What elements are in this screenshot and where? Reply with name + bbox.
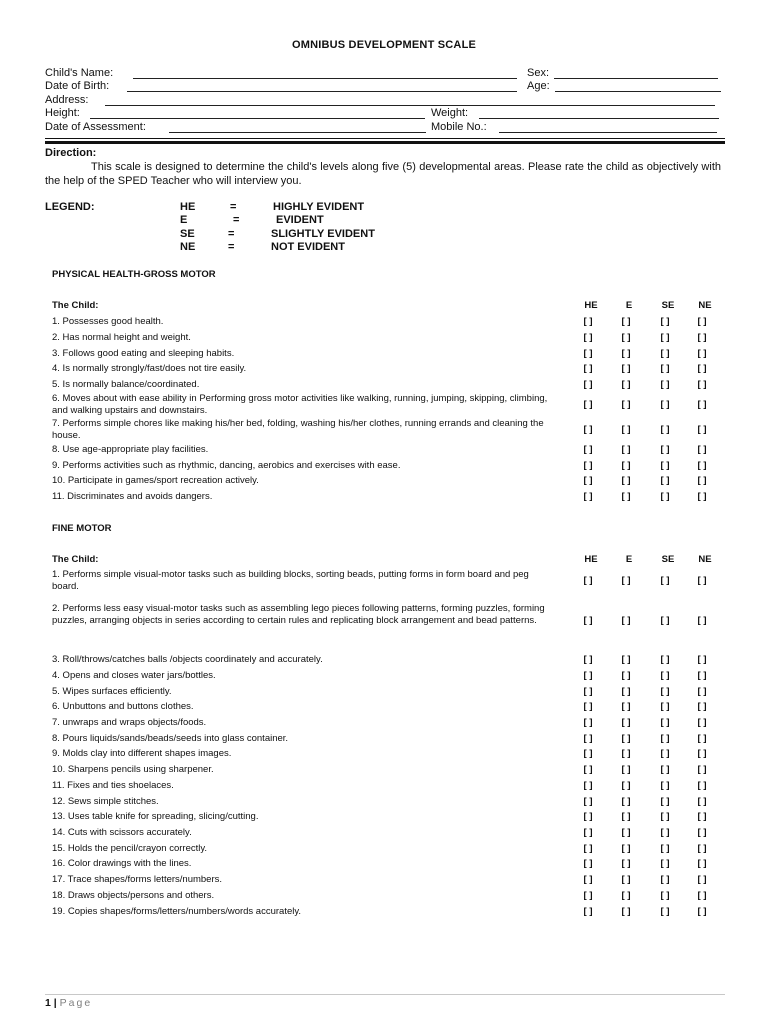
- rating-checkbox-ne[interactable]: [ ]: [697, 444, 707, 455]
- list-item: 12. Sews simple stitches.: [52, 796, 159, 807]
- page-separator: |: [53, 997, 57, 1009]
- col-header-ne: NE: [698, 300, 712, 311]
- rating-checkbox-he[interactable]: [ ]: [583, 764, 593, 775]
- rating-checkbox-ne[interactable]: [ ]: [697, 686, 707, 697]
- list-item: 10. Participate in games/sport recreation actively.: [52, 475, 259, 486]
- rating-checkbox-ne[interactable]: [ ]: [697, 906, 707, 917]
- rating-checkbox-ne[interactable]: [ ]: [697, 575, 707, 586]
- legend-meaning: EVIDENT: [276, 214, 324, 226]
- list-item: 6. Moves about with ease ability in Performing gross motor activities like walking, running, jumping, skipping, climbing, and walking upstairs and downstairs.: [52, 393, 548, 416]
- col-header-he: HE: [584, 554, 598, 565]
- rating-checkbox-ne[interactable]: [ ]: [697, 424, 707, 435]
- rating-checkbox-e[interactable]: [ ]: [621, 670, 631, 681]
- direction-heading: Direction:: [45, 147, 97, 159]
- rating-checkbox-he[interactable]: [ ]: [583, 424, 593, 435]
- field-row-assessment-mobile: [45, 121, 725, 134]
- legend-code: SE: [180, 228, 195, 240]
- rating-checkbox-ne[interactable]: [ ]: [697, 615, 707, 626]
- list-item: 11. Discriminates and avoids dangers.: [52, 491, 213, 502]
- rating-checkbox-se[interactable]: [ ]: [660, 874, 670, 885]
- legend-row-he: [180, 201, 480, 214]
- rating-checkbox-he[interactable]: [ ]: [583, 827, 593, 838]
- rating-checkbox-se[interactable]: [ ]: [660, 348, 670, 359]
- rating-checkbox-se[interactable]: [ ]: [660, 363, 670, 374]
- section-heading-gross-motor: PHYSICAL HEALTH-GROSS MOTOR: [52, 269, 216, 280]
- rating-checkbox-he[interactable]: [ ]: [583, 475, 593, 486]
- col-header-he: HE: [584, 300, 598, 311]
- rating-checkbox-e[interactable]: [ ]: [621, 615, 631, 626]
- rating-checkbox-he[interactable]: [ ]: [583, 874, 593, 885]
- legend-row-ne: [180, 241, 480, 254]
- rating-checkbox-he[interactable]: [ ]: [583, 363, 593, 374]
- rating-checkbox-se[interactable]: [ ]: [660, 780, 670, 791]
- sex-label: Sex:: [527, 67, 550, 79]
- list-item: 15. Holds the pencil/crayon correctly.: [52, 843, 208, 854]
- rating-checkbox-e[interactable]: [ ]: [621, 475, 631, 486]
- address-label: Address:: [45, 94, 89, 106]
- rating-checkbox-ne[interactable]: [ ]: [697, 827, 707, 838]
- rating-checkbox-ne[interactable]: [ ]: [697, 654, 707, 665]
- col-header-se: SE: [661, 554, 675, 565]
- rating-checkbox-se[interactable]: [ ]: [660, 670, 670, 681]
- rating-checkbox-he[interactable]: [ ]: [583, 615, 593, 626]
- rating-checkbox-ne[interactable]: [ ]: [697, 764, 707, 775]
- list-item: 5. Is normally balance/coordinated.: [52, 379, 200, 390]
- rating-checkbox-se[interactable]: [ ]: [660, 827, 670, 838]
- rating-checkbox-e[interactable]: [ ]: [621, 379, 631, 390]
- rating-checkbox-e[interactable]: [ ]: [621, 332, 631, 343]
- childs-name-line[interactable]: [133, 78, 517, 79]
- rating-checkbox-e[interactable]: [ ]: [621, 827, 631, 838]
- rating-checkbox-se[interactable]: [ ]: [660, 764, 670, 775]
- legend-equals: =: [228, 228, 235, 240]
- rating-checkbox-e[interactable]: [ ]: [621, 575, 631, 586]
- rating-checkbox-se[interactable]: [ ]: [660, 858, 670, 869]
- rating-checkbox-se[interactable]: [ ]: [660, 843, 670, 854]
- rating-checkbox-e[interactable]: [ ]: [621, 811, 631, 822]
- field-row-address: [45, 94, 725, 107]
- rating-checkbox-he[interactable]: [ ]: [583, 332, 593, 343]
- rating-checkbox-e[interactable]: [ ]: [621, 701, 631, 712]
- rating-checkbox-se[interactable]: [ ]: [660, 717, 670, 728]
- rating-checkbox-he[interactable]: [ ]: [583, 399, 593, 410]
- legend-row-e: [180, 214, 480, 227]
- height-label: Height:: [45, 107, 80, 119]
- field-row-height-weight: [45, 107, 725, 120]
- date-assessment-label: Date of Assessment:: [45, 121, 146, 133]
- rating-checkbox-e[interactable]: [ ]: [621, 890, 631, 901]
- page-number: 1: [45, 997, 51, 1009]
- rating-checkbox-he[interactable]: [ ]: [583, 491, 593, 502]
- legend-code: NE: [180, 241, 196, 253]
- rating-checkbox-e[interactable]: [ ]: [621, 316, 631, 327]
- col-header-se: SE: [661, 300, 675, 311]
- list-item: 5. Wipes surfaces efficiently.: [52, 686, 172, 697]
- rating-checkbox-e[interactable]: [ ]: [621, 858, 631, 869]
- rating-checkbox-he[interactable]: [ ]: [583, 858, 593, 869]
- list-item: 2. Performs less easy visual-motor tasks such as assembling lego pieces following patterns, forming puzzles, forming puzzles, arranging objects in series according to certain rules and replicating block arrangement and bead patterns.: [52, 603, 545, 626]
- rating-checkbox-ne[interactable]: [ ]: [697, 796, 707, 807]
- rating-checkbox-se[interactable]: [ ]: [660, 379, 670, 390]
- sex-line[interactable]: [554, 78, 718, 79]
- rating-checkbox-e[interactable]: [ ]: [621, 733, 631, 744]
- rating-checkbox-e[interactable]: [ ]: [621, 654, 631, 665]
- rating-checkbox-he[interactable]: [ ]: [583, 811, 593, 822]
- rating-checkbox-se[interactable]: [ ]: [660, 701, 670, 712]
- rating-checkbox-ne[interactable]: [ ]: [697, 332, 707, 343]
- section-heading-fine-motor: FINE MOTOR: [52, 523, 112, 534]
- rating-checkbox-se[interactable]: [ ]: [660, 491, 670, 502]
- rating-checkbox-he[interactable]: [ ]: [583, 686, 593, 697]
- list-item: 1. Performs simple visual-motor tasks such as building blocks, sorting beads, putting forms in form board and peg board.: [52, 569, 529, 592]
- rating-checkbox-se[interactable]: [ ]: [660, 424, 670, 435]
- rating-checkbox-he[interactable]: [ ]: [583, 906, 593, 917]
- rating-checkbox-e[interactable]: [ ]: [621, 399, 631, 410]
- rating-checkbox-ne[interactable]: [ ]: [697, 843, 707, 854]
- rating-checkbox-se[interactable]: [ ]: [660, 796, 670, 807]
- rating-checkbox-se[interactable]: [ ]: [660, 890, 670, 901]
- child-label: The Child:: [52, 554, 99, 565]
- legend-equals: =: [233, 214, 240, 226]
- date-assessment-line[interactable]: [169, 132, 426, 133]
- list-item: 14. Cuts with scissors accurately.: [52, 827, 192, 838]
- rating-checkbox-he[interactable]: [ ]: [583, 444, 593, 455]
- child-label: The Child:: [52, 300, 99, 311]
- rating-checkbox-ne[interactable]: [ ]: [697, 874, 707, 885]
- list-item: 7. Performs simple chores like making his/her bed, folding, washing his/her clothes, running errands and cleaning the house.: [52, 418, 544, 441]
- rating-checkbox-ne[interactable]: [ ]: [697, 491, 707, 502]
- rating-checkbox-e[interactable]: [ ]: [621, 424, 631, 435]
- rating-checkbox-ne[interactable]: [ ]: [697, 363, 707, 374]
- rating-checkbox-se[interactable]: [ ]: [660, 686, 670, 697]
- rating-checkbox-he[interactable]: [ ]: [583, 733, 593, 744]
- rating-checkbox-he[interactable]: [ ]: [583, 748, 593, 759]
- rating-checkbox-ne[interactable]: [ ]: [697, 399, 707, 410]
- list-item: 18. Draws objects/persons and others.: [52, 890, 215, 901]
- rating-checkbox-ne[interactable]: [ ]: [697, 460, 707, 471]
- age-label: Age:: [527, 80, 550, 92]
- field-row-name-sex: [45, 67, 725, 80]
- rating-checkbox-se[interactable]: [ ]: [660, 444, 670, 455]
- rating-checkbox-e[interactable]: [ ]: [621, 874, 631, 885]
- rating-checkbox-se[interactable]: [ ]: [660, 733, 670, 744]
- list-item: 3. Follows good eating and sleeping habits.: [52, 348, 235, 359]
- rating-checkbox-se[interactable]: [ ]: [660, 748, 670, 759]
- rating-checkbox-he[interactable]: [ ]: [583, 780, 593, 791]
- rating-checkbox-e[interactable]: [ ]: [621, 491, 631, 502]
- rating-checkbox-he[interactable]: [ ]: [583, 701, 593, 712]
- rating-checkbox-se[interactable]: [ ]: [660, 615, 670, 626]
- rating-checkbox-se[interactable]: [ ]: [660, 811, 670, 822]
- list-item: 8. Pours liquids/sands/beads/seeds into glass container.: [52, 733, 289, 744]
- rating-checkbox-ne[interactable]: [ ]: [697, 890, 707, 901]
- rating-checkbox-se[interactable]: [ ]: [660, 575, 670, 586]
- rating-checkbox-e[interactable]: [ ]: [621, 780, 631, 791]
- childs-name-label: Child's Name:: [45, 67, 114, 79]
- list-item: 17. Trace shapes/forms letters/numbers.: [52, 874, 223, 885]
- list-item: 10. Sharpens pencils using sharpener.: [52, 764, 214, 775]
- divider-thick: [45, 141, 725, 144]
- col-header-e: E: [625, 300, 633, 311]
- mobile-line[interactable]: [499, 132, 717, 133]
- height-line[interactable]: [90, 118, 425, 119]
- legend-meaning: HIGHLY EVIDENT: [273, 201, 365, 213]
- rating-checkbox-e[interactable]: [ ]: [621, 796, 631, 807]
- rating-checkbox-e[interactable]: [ ]: [621, 460, 631, 471]
- list-item: 4. Is normally strongly/fast/does not tire easily.: [52, 363, 247, 374]
- rating-checkbox-se[interactable]: [ ]: [660, 906, 670, 917]
- rating-checkbox-he[interactable]: [ ]: [583, 670, 593, 681]
- page-label: Page: [59, 997, 93, 1009]
- rating-checkbox-se[interactable]: [ ]: [660, 332, 670, 343]
- age-line[interactable]: [555, 91, 721, 92]
- dob-label: Date of Birth:: [45, 80, 110, 92]
- rating-checkbox-ne[interactable]: [ ]: [697, 475, 707, 486]
- list-item: 3. Roll/throws/catches balls /objects coordinately and accurately.: [52, 654, 323, 665]
- col-header-e: E: [625, 554, 633, 565]
- rating-checkbox-se[interactable]: [ ]: [660, 399, 670, 410]
- rating-checkbox-e[interactable]: [ ]: [621, 748, 631, 759]
- rating-checkbox-he[interactable]: [ ]: [583, 717, 593, 728]
- rating-checkbox-se[interactable]: [ ]: [660, 460, 670, 471]
- field-row-dob-age: [45, 80, 725, 93]
- rating-checkbox-ne[interactable]: [ ]: [697, 316, 707, 327]
- rating-checkbox-he[interactable]: [ ]: [583, 379, 593, 390]
- col-header-ne: NE: [698, 554, 712, 565]
- rating-checkbox-he[interactable]: [ ]: [583, 460, 593, 471]
- rating-checkbox-e[interactable]: [ ]: [621, 906, 631, 917]
- rating-checkbox-he[interactable]: [ ]: [583, 575, 593, 586]
- rating-checkbox-ne[interactable]: [ ]: [697, 379, 707, 390]
- direction-text: [45, 161, 721, 188]
- rating-checkbox-e[interactable]: [ ]: [621, 444, 631, 455]
- divider-thin: [45, 138, 725, 139]
- legend-heading: LEGEND:: [45, 201, 95, 213]
- direction-body: This scale is designed to determine the child's levels along five (5) developmental areas. Please rate the child as objectively with the help of the SPED Teacher who will interview you.: [45, 161, 721, 187]
- page-footer: [45, 997, 92, 1009]
- list-item: 2. Has normal height and weight.: [52, 332, 191, 343]
- legend-meaning: NOT EVIDENT: [271, 241, 345, 253]
- rating-checkbox-e[interactable]: [ ]: [621, 348, 631, 359]
- rating-checkbox-se[interactable]: [ ]: [660, 316, 670, 327]
- list-item: 16. Color drawings with the lines.: [52, 858, 192, 869]
- legend-meaning: SLIGHTLY EVIDENT: [271, 228, 375, 240]
- list-item: 7. unwraps and wraps objects/foods.: [52, 717, 207, 728]
- list-item: 9. Molds clay into different shapes images.: [52, 748, 232, 759]
- legend-code: HE: [180, 201, 196, 213]
- rating-checkbox-ne[interactable]: [ ]: [697, 701, 707, 712]
- document-title: OMNIBUS DEVELOPMENT SCALE: [291, 39, 477, 51]
- weight-line[interactable]: [479, 118, 719, 119]
- rating-checkbox-ne[interactable]: [ ]: [697, 348, 707, 359]
- legend-equals: =: [228, 241, 235, 253]
- rating-checkbox-he[interactable]: [ ]: [583, 348, 593, 359]
- list-item: 4. Opens and closes water jars/bottles.: [52, 670, 216, 681]
- list-item: 9. Performs activities such as rhythmic, dancing, aerobics and exercises with ease.: [52, 460, 401, 471]
- rating-checkbox-e[interactable]: [ ]: [621, 363, 631, 374]
- list-item: 6. Unbuttons and buttons clothes.: [52, 701, 194, 712]
- list-item: 13. Uses table knife for spreading, slicing/cutting.: [52, 811, 259, 822]
- list-item: 11. Fixes and ties shoelaces.: [52, 780, 174, 791]
- rating-checkbox-e[interactable]: [ ]: [621, 717, 631, 728]
- rating-checkbox-e[interactable]: [ ]: [621, 686, 631, 697]
- rating-checkbox-he[interactable]: [ ]: [583, 654, 593, 665]
- rating-checkbox-he[interactable]: [ ]: [583, 796, 593, 807]
- rating-checkbox-se[interactable]: [ ]: [660, 654, 670, 665]
- address-line[interactable]: [105, 105, 715, 106]
- rating-checkbox-he[interactable]: [ ]: [583, 316, 593, 327]
- footer-divider: [45, 994, 725, 995]
- weight-label: Weight:: [431, 107, 469, 119]
- rating-checkbox-ne[interactable]: [ ]: [697, 780, 707, 791]
- rating-checkbox-e[interactable]: [ ]: [621, 843, 631, 854]
- rating-checkbox-he[interactable]: [ ]: [583, 843, 593, 854]
- mobile-label: Mobile No.:: [431, 121, 487, 133]
- list-item: 19. Copies shapes/forms/letters/numbers/words accurately.: [52, 906, 302, 917]
- list-item: 1. Possesses good health.: [52, 316, 164, 327]
- rating-checkbox-ne[interactable]: [ ]: [697, 733, 707, 744]
- rating-checkbox-ne[interactable]: [ ]: [697, 670, 707, 681]
- rating-checkbox-e[interactable]: [ ]: [621, 764, 631, 775]
- rating-checkbox-ne[interactable]: [ ]: [697, 717, 707, 728]
- legend-code: E: [180, 214, 188, 226]
- rating-checkbox-ne[interactable]: [ ]: [697, 811, 707, 822]
- dob-line[interactable]: [127, 91, 517, 92]
- rating-checkbox-he[interactable]: [ ]: [583, 890, 593, 901]
- legend-equals: =: [230, 201, 237, 213]
- rating-checkbox-ne[interactable]: [ ]: [697, 858, 707, 869]
- rating-checkbox-se[interactable]: [ ]: [660, 475, 670, 486]
- list-item: 8. Use age-appropriate play facilities.: [52, 444, 209, 455]
- legend-row-se: [180, 228, 480, 241]
- rating-checkbox-ne[interactable]: [ ]: [697, 748, 707, 759]
